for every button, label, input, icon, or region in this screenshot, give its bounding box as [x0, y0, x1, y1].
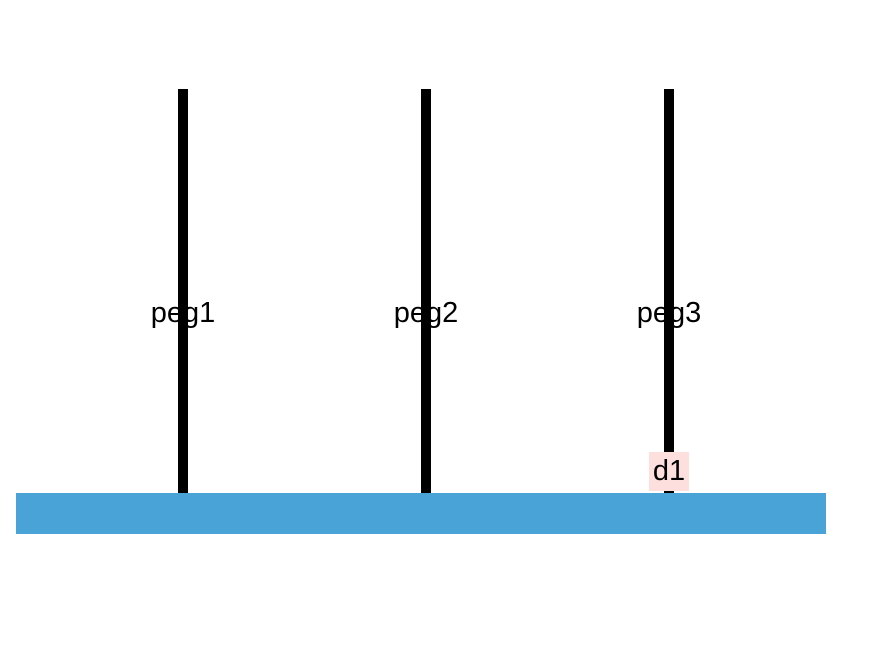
- peg-2-rod[interactable]: [421, 89, 431, 493]
- peg-1-label: peg1: [150, 297, 216, 329]
- peg-3-label: peg3: [636, 297, 702, 329]
- peg-3-rod[interactable]: [664, 89, 674, 493]
- disk-d1[interactable]: d1: [649, 452, 689, 491]
- base-platform: [16, 493, 826, 534]
- peg-2-label: peg2: [393, 297, 459, 329]
- peg-1-rod[interactable]: [178, 89, 188, 493]
